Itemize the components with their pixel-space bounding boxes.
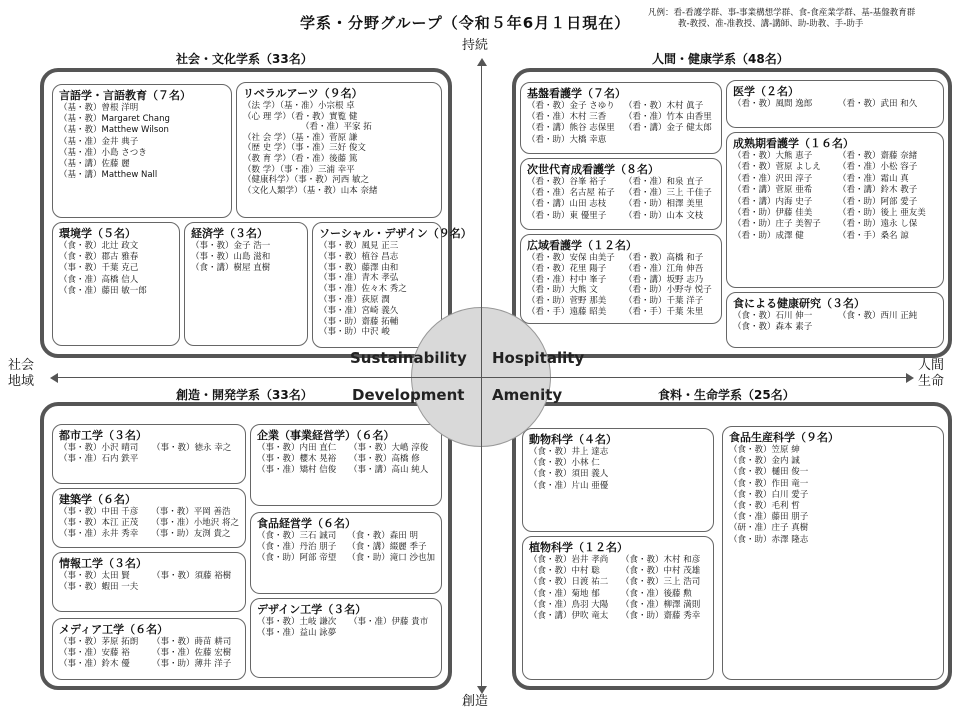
center-word-amenity: Amenity [492, 386, 563, 404]
member: （事・教）千葉 克己 [59, 263, 139, 274]
member: （食・講）綴麗 季子 [347, 542, 427, 553]
horizontal-axis-overlay [411, 377, 551, 378]
member-list [59, 241, 173, 297]
member: （食・教）岩井 孝尚 [529, 555, 609, 565]
group-social-design [312, 222, 472, 348]
member: （食・助）阿部 帝望 [257, 553, 337, 564]
group-title: 情報工学（３名） [59, 557, 147, 570]
member: （基・准）小島 さつき [59, 147, 147, 158]
member: （看・助）相澤 美里 [624, 199, 704, 210]
member: （食・教）毛利 哲 [729, 501, 800, 512]
axis-label-bottom: 創造 [462, 694, 489, 709]
member: （事・准）石内 鉄平 [59, 454, 139, 465]
member: （看・助）山本 文枝 [624, 210, 704, 221]
legend-line: 凡例：看-看護学群、事-事業構想学群、食-食産業学群、基-基盤教育群 [648, 8, 916, 18]
group-architecture [52, 488, 246, 548]
member: （看・准）小松 容子 [838, 162, 918, 173]
member: （食・教）井上 達志 [529, 447, 609, 457]
member: （事・教）小沢 晴司 [59, 443, 139, 453]
member: （事・教）植谷 昌志 [319, 251, 399, 262]
member: （食・准）高橋 信人 [59, 274, 139, 285]
member: （看・講）熊谷 志保里 [527, 123, 615, 134]
member: （事・准）鈴木 優 [59, 659, 130, 670]
group-title: メディア工学（６名） [59, 623, 169, 636]
member: （事・教）金子 浩一 [191, 241, 271, 251]
arrow-right-icon [906, 373, 914, 383]
member: （看・助）菅野 那美 [527, 296, 607, 307]
member: （看・准）江角 伸吾 [624, 263, 704, 274]
member: （看・助）大熊 文 [527, 285, 598, 296]
member: （食・教）中村 茂雄 [621, 566, 701, 577]
member: （事・准）益山 詠夢 [257, 628, 337, 639]
member: （看・手）千葉 朱里 [624, 306, 704, 317]
member: （看・准）沢田 淳子 [733, 173, 813, 184]
center-word-sustainability: Sustainability [350, 349, 467, 367]
member: （食・教）木村 和彦 [621, 555, 701, 565]
member: （食・准）片山 亜優 [529, 480, 609, 491]
group-urban-engineering [52, 424, 246, 484]
group-title: 広域看護学（１２名） [527, 239, 637, 252]
member-list [319, 241, 435, 338]
group-information-engineering [52, 552, 246, 612]
member: （食・助）齋藤 秀幸 [621, 611, 701, 622]
member: （事・教）徳永 幸之 [152, 443, 232, 453]
member: （食・講）伊吹 竜太 [529, 611, 609, 622]
member: （事・准）矯村 信俊 [257, 465, 337, 476]
member: （食・准）菊地 郁 [529, 588, 600, 599]
member: （食・准）鳥羽 大陽 [529, 599, 609, 610]
axis-label-left: 社会 地域 [8, 358, 35, 389]
member: （事・教）須藤 裕樹 [152, 571, 232, 581]
member: （食・教）須田 義人 [529, 469, 609, 480]
member: （食・准）後藤 勲 [621, 588, 692, 599]
group-media-engineering [52, 618, 246, 680]
member-list [191, 241, 301, 275]
group-title: 食による健康研究（３名） [733, 297, 865, 310]
member: （看・准）霜山 真 [838, 173, 909, 184]
group-economics [184, 222, 308, 346]
member-list [527, 253, 715, 318]
group-title: 都市工学（３名） [59, 429, 147, 442]
group-next-gen-nursing [520, 158, 722, 230]
member: （看・助）阿部 愛子 [838, 196, 918, 207]
member: （看・准）平家 拓 [301, 122, 372, 133]
member: （事・准）青木 孝弘 [319, 273, 399, 284]
member: （看・助）東 優里子 [527, 210, 607, 221]
member: （看・助）千葉 洋子 [624, 296, 704, 307]
member: （事・助）薄井 洋子 [152, 659, 232, 670]
member: （看・講）坂野 志乃 [624, 274, 704, 285]
legend [648, 8, 948, 30]
member: （看・准）和泉 直子 [624, 177, 704, 187]
quadrant-label-social: 社会・文化学系（33名） [176, 52, 313, 66]
member: （事・教）高橋 修 [349, 454, 420, 465]
member: （研・准）庄子 真樹 [729, 523, 809, 534]
group-medicine [726, 80, 944, 128]
member: （事・教）太田 賢 [59, 571, 130, 581]
member: （事・教）山島 滋和 [191, 252, 271, 263]
group-title: 食品経営学（６名） [257, 517, 356, 530]
member: （食・助）滝口 沙也加 [347, 553, 435, 564]
group-plant-science [522, 536, 714, 680]
member: （事・准）安藤 裕 [59, 648, 130, 659]
group-title: 次世代育成看護学（８名） [527, 163, 659, 176]
group-title: 経済学（３名） [191, 227, 268, 240]
group-design-engineering [250, 598, 442, 678]
group-environment [52, 222, 180, 346]
member: （教 育 学）（看・准）後藤 篤 [243, 153, 358, 164]
member: （看・助）成澤 健 [733, 230, 804, 241]
group-title: 成熟期看護学（１６名） [733, 137, 854, 150]
member-list [59, 637, 239, 671]
member: （事・教）本江 正茂 [59, 518, 139, 529]
member: （食・教）笠原 紳 [729, 445, 800, 455]
group-mature-nursing [726, 132, 944, 288]
group-linguistics [52, 84, 232, 218]
member: （事・教）中田 千彦 [59, 507, 139, 517]
member: （食・教）樋田 俊一 [729, 467, 809, 478]
member: （食・教）中村 聡 [529, 566, 600, 577]
quadrant-label-human: 人間・健康学系（48名） [652, 52, 789, 66]
member-list [529, 555, 707, 622]
member: （法 学）（基・准）小宗根 卓 [243, 101, 355, 111]
member: （看・助）後上 亜友美 [838, 208, 926, 219]
member: （看・教）木村 眞子 [624, 101, 704, 111]
member: （基・教）Matthew Wilson [59, 125, 169, 136]
member: （看・教）武田 和久 [838, 99, 918, 109]
member: （看・准）木村 三香 [527, 112, 607, 123]
member: （文化人類学）（基・教）山本 奈緒 [243, 185, 378, 196]
member: （食・教）森本 素子 [733, 322, 813, 333]
member-list [243, 101, 435, 196]
member: （看・講）山田 志枝 [527, 199, 607, 210]
member: （食・准）藤田 朋子 [729, 512, 809, 523]
member: （事・准）佐々木 秀之 [319, 284, 407, 295]
member: （看・教）安保 由美子 [527, 253, 615, 263]
member: （事・准）宮崎 義久 [319, 305, 399, 316]
axis-label-top: 持続 [462, 38, 489, 53]
member: （事・教）大嶋 淳俊 [349, 443, 429, 453]
member: （社 会 学）（基・准）菅原 謙 [243, 132, 358, 143]
member: （看・助）大橋 幸恵 [527, 134, 607, 145]
member: （心 理 学）（看・教）實覧 健 [243, 111, 358, 122]
center-word-development: Development [352, 386, 465, 404]
group-animal-science [522, 428, 714, 532]
member: （食・教）作田 竜一 [729, 478, 809, 489]
member: （食・教）森田 明 [347, 531, 418, 541]
member: （歴 史 学）（事・准）三好 俊文 [243, 143, 366, 154]
arrow-left-icon [50, 373, 58, 383]
group-title: 企業（事業経営学）（６名） [257, 429, 395, 442]
group-food-management [250, 512, 442, 594]
member: （食・教）三石 誠司 [257, 531, 337, 541]
arrow-up-icon [477, 58, 487, 66]
member: （食・講）樹屋 直樹 [191, 263, 271, 274]
group-title: ソーシャル・デザイン（９名） [319, 227, 472, 240]
member: （事・教）茅原 拓朗 [59, 637, 139, 647]
member: （食・教）郡古 雅春 [59, 252, 139, 263]
member: （事・准）小地沢 将之 [151, 518, 239, 529]
member: （事・教）土岐 謙次 [257, 617, 337, 627]
member-list [733, 311, 937, 333]
axis-label-right: 人間 生命 [918, 358, 945, 389]
group-title: 医学（２名） [733, 85, 799, 98]
member: （看・手）遠藤 昭美 [527, 306, 607, 317]
member: （事・助）齋藤 拓輔 [319, 316, 399, 327]
member: （事・教）風見 正三 [319, 241, 399, 251]
member: （看・講）金子 健太郎 [624, 123, 712, 134]
member-list [59, 571, 239, 593]
legend-line: 教-教授、准-准教授、講-講師、助-助教、手-助手 [678, 19, 864, 29]
member: （健康科学）（事・教）河西 敏之 [243, 175, 369, 186]
member: （看・手）桑名 諒 [838, 230, 909, 241]
quadrant-label-food: 食料・生命学系（25名） [658, 388, 795, 402]
member: （事・准）佐藤 宏樹 [152, 648, 232, 659]
member: （事・教）櫻木 晃裕 [257, 454, 337, 465]
member: （基・講）Matthew Nall [59, 170, 158, 181]
member: （事・教）蒔苗 耕司 [152, 637, 232, 647]
member: （看・助）伊藤 佳美 [733, 208, 813, 219]
member-list [257, 531, 435, 565]
member: （事・教）藤澤 由和 [319, 262, 399, 273]
member: （看・助）遠永 し保 [838, 219, 918, 230]
group-business-management [250, 424, 442, 506]
group-title: 食品生産科学（９名） [729, 431, 839, 444]
group-title: 植物科学（１２名） [529, 541, 628, 554]
member-list [527, 177, 715, 222]
group-food-production-science [722, 426, 944, 680]
member: （事・教）蝦田 一夫 [59, 582, 139, 593]
group-basic-nursing [520, 82, 722, 154]
member: （食・准）柳澤 満則 [621, 599, 701, 610]
member: （基・教）曾根 洋明 [59, 103, 139, 113]
group-title: 言語学・言語教育（７名） [59, 89, 191, 102]
member-list [257, 617, 435, 639]
member: （食・教）三上 浩司 [621, 577, 701, 588]
member: （看・講）内海 史子 [733, 196, 813, 207]
member-list [257, 443, 435, 477]
member: （看・教）大熊 恵子 [733, 151, 813, 161]
member: （看・准）三上 千佳子 [624, 188, 712, 199]
member: （看・講）菅原 亜希 [733, 185, 813, 196]
member: （食・准）丹治 朋子 [257, 542, 337, 553]
group-title: リベラルアーツ（９名） [243, 87, 363, 100]
member: （食・教）石川 伸一 [733, 311, 813, 321]
member-list [733, 99, 937, 110]
member-list [729, 445, 937, 546]
group-title: 基盤看護学（７名） [527, 87, 626, 100]
member-list [733, 151, 937, 242]
member: （看・教）齋藤 奈緒 [838, 151, 918, 161]
member: （基・教）Margaret Chang [59, 114, 170, 125]
member: （看・准）竹本 由香里 [624, 112, 712, 123]
member: （事・講）高山 純人 [349, 465, 429, 476]
member: （事・教）内田 直仁 [257, 443, 337, 453]
group-title: デザイン工学（３名） [257, 603, 367, 616]
member: （食・教）西川 正純 [838, 311, 918, 321]
page-title: 学系・分野グループ（令和５年6月１日現在） [300, 14, 631, 32]
member: （事・准）伊藤 貴市 [349, 617, 429, 627]
group-regional-nursing [520, 234, 722, 324]
member: （事・助）中沢 峻 [319, 327, 390, 338]
member: （看・教）風間 逸郎 [733, 99, 813, 109]
member: （事・准）荻原 潤 [319, 294, 390, 305]
member: （看・准）村中 峯子 [527, 274, 607, 285]
member: （基・准）金井 典子 [59, 136, 139, 147]
member-list [527, 101, 715, 146]
group-title: 環境学（５名） [59, 227, 136, 240]
member: （食・教）白川 愛子 [729, 489, 809, 500]
member-list [59, 507, 239, 541]
group-title: 動物科学（４名） [529, 433, 617, 446]
member: （看・教）谷峯 裕子 [527, 177, 607, 187]
member: （数 学）（事・准）三浦 幸平 [243, 164, 355, 175]
member-list [59, 103, 225, 181]
member: （看・准）名古屋 祐子 [527, 188, 615, 199]
group-liberal-arts [236, 82, 442, 218]
member: （事・助）友渕 貴之 [151, 529, 231, 540]
member: （食・教）金内 誠 [729, 456, 800, 467]
member: （看・講）鈴木 教子 [838, 185, 918, 196]
member: （食・教）北辻 政文 [59, 241, 139, 251]
member: （看・教）高橋 和子 [624, 253, 704, 263]
member: （食・助）赤澤 隆志 [729, 534, 809, 545]
member: （基・講）佐藤 麗 [59, 159, 130, 170]
member: （看・教）金子 さゆり [527, 101, 615, 111]
center-word-hospitality: Hospitality [492, 349, 585, 367]
member: （事・教）平岡 善浩 [151, 507, 231, 517]
member: （食・教）日渡 祐二 [529, 577, 609, 588]
arrow-down-icon [477, 686, 487, 694]
member: （看・助）庄子 美智子 [733, 219, 821, 230]
quadrant-label-creation: 創造・開発学系（33名） [176, 388, 313, 402]
group-title: 建築学（６名） [59, 493, 136, 506]
member: （看・教）菅原 よしえ [733, 162, 821, 173]
member: （事・准）永井 秀幸 [59, 529, 139, 540]
member: （看・助）小野寺 悦子 [624, 285, 712, 296]
member: （看・教）花里 陽子 [527, 263, 607, 274]
member: （食・准）藤田 敏一郎 [59, 285, 147, 296]
member-list [529, 447, 707, 492]
member-list [59, 443, 239, 465]
group-food-health [726, 292, 944, 348]
member: （食・教）小林 仁 [529, 458, 600, 469]
